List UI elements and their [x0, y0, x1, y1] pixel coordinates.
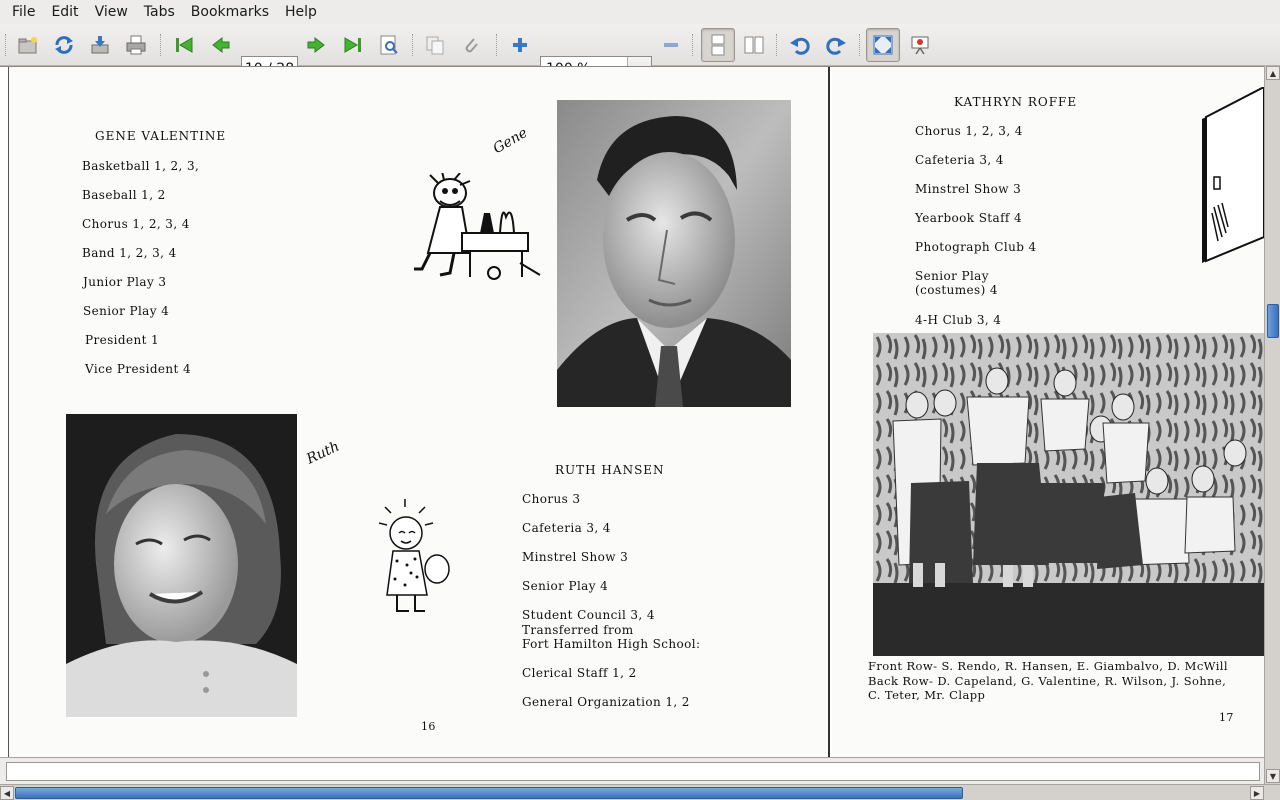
activity-line: Vice President 4: [85, 362, 192, 376]
menu-tabs[interactable]: Tabs: [143, 4, 175, 20]
activity-line: Fort Hamilton High School:: [522, 637, 701, 651]
activity-line: Minstrel Show 3: [915, 182, 1022, 196]
menu-edit[interactable]: Edit: [51, 4, 79, 20]
cartoon-scientist-illustration: [410, 173, 545, 285]
student-name-gene: GENE VALENTINE: [95, 129, 227, 143]
activity-line: Cafeteria 3, 4: [522, 521, 611, 535]
activity-line: Senior Play 4: [522, 579, 609, 593]
page-number-left: 16: [421, 720, 436, 733]
previous-page-icon[interactable]: [207, 31, 235, 59]
activity-line: 4-H Club 3, 4: [915, 313, 1002, 327]
activity-line: Transferred from: [522, 623, 634, 637]
activity-line: General Organization 1, 2: [522, 695, 690, 709]
toolbar-separator: [5, 34, 7, 56]
activity-line: Clerical Staff 1, 2: [522, 666, 637, 680]
activity-line: Baseball 1, 2: [82, 188, 166, 202]
activity-line: Yearbook Staff 4: [915, 211, 1023, 225]
activity-line: Cafeteria 3, 4: [915, 153, 1004, 167]
scroll-right-icon[interactable]: ▶: [1250, 786, 1264, 800]
horizontal-scrollbar-thumb[interactable]: [15, 787, 963, 799]
toolbar: [0, 24, 1280, 66]
last-page-icon[interactable]: [339, 31, 367, 59]
menubar: [0, 0, 1280, 24]
page-number-right: 17: [1219, 711, 1234, 724]
vertical-scrollbar[interactable]: [1264, 66, 1280, 784]
scroll-left-icon[interactable]: ◀: [0, 786, 14, 800]
attachment-icon[interactable]: [457, 31, 485, 59]
vertical-scrollbar-thumb[interactable]: [1267, 304, 1279, 338]
dual-page-icon[interactable]: [740, 31, 768, 59]
reload-icon[interactable]: [50, 31, 78, 59]
find-icon[interactable]: [375, 31, 403, 59]
menu-bookmarks[interactable]: Bookmarks: [190, 4, 270, 20]
rotate-right-icon[interactable]: [822, 31, 850, 59]
menu-file[interactable]: File: [12, 4, 36, 20]
toolbar-separator: [160, 34, 162, 56]
toolbar-separator: [859, 34, 861, 56]
activity-line: Photograph Club 4: [915, 240, 1037, 254]
copy-icon[interactable]: [421, 31, 449, 59]
photo-caption-line: Back Row- D. Capeland, G. Valentine, R. Wilson, J. Sohne,: [868, 674, 1227, 688]
activity-line: Senior Play: [915, 269, 989, 283]
activity-line: President 1: [85, 333, 160, 347]
activity-line: Student Council 3, 4: [522, 608, 655, 622]
activity-line: Junior Play 3: [83, 275, 167, 289]
menu-help[interactable]: Help: [285, 4, 317, 20]
zoom-in-icon[interactable]: [506, 31, 534, 59]
scroll-up-icon[interactable]: ▲: [1266, 66, 1280, 80]
first-page-icon[interactable]: [170, 31, 198, 59]
student-name-kathryn: KATHRYN ROFFE: [954, 95, 1078, 109]
cartoon-girl-illustration: [375, 499, 455, 619]
activity-line: Minstrel Show 3: [522, 550, 629, 564]
find-input[interactable]: [6, 762, 1260, 781]
zoom-out-icon[interactable]: [657, 31, 685, 59]
student-name-ruth: RUTH HANSEN: [555, 463, 665, 477]
menu-view[interactable]: View: [94, 4, 128, 20]
save-icon[interactable]: [86, 31, 114, 59]
activity-line: Basketball 1, 2, 3,: [82, 159, 200, 173]
continuous-mode-icon[interactable]: [701, 28, 735, 62]
activity-line: (costumes) 4: [915, 283, 998, 297]
scroll-down-icon[interactable]: ▼: [1266, 769, 1280, 783]
activity-line: Chorus 1, 2, 3, 4: [915, 124, 1023, 138]
toolbar-separator: [496, 34, 498, 56]
signature-ruth: Ruth: [304, 438, 342, 468]
document-view[interactable]: [0, 66, 1264, 757]
door-illustration: [1200, 87, 1264, 263]
photo-ruth-hansen: [66, 414, 297, 717]
signature-gene: Gene: [490, 124, 531, 158]
toolbar-separator: [412, 34, 414, 56]
activity-line: Band 1, 2, 3, 4: [82, 246, 177, 260]
next-page-icon[interactable]: [302, 31, 330, 59]
photo-caption-line: Front Row- S. Rendo, R. Hansen, E. Giambalvo, D. McWill: [868, 659, 1228, 673]
toolbar-separator: [692, 34, 694, 56]
toolbar-separator: [776, 34, 778, 56]
horizontal-scrollbar[interactable]: [0, 784, 1280, 800]
photo-gene-valentine: [557, 100, 791, 407]
rotate-left-icon[interactable]: [786, 31, 814, 59]
print-icon[interactable]: [122, 31, 150, 59]
photo-caption-line: C. Teter, Mr. Clapp: [868, 688, 986, 702]
photo-senior-class-group: [873, 333, 1264, 656]
open-file-icon[interactable]: [14, 31, 42, 59]
presentation-icon[interactable]: [906, 31, 934, 59]
activity-line: Chorus 3: [522, 492, 581, 506]
find-bar: [0, 757, 1264, 784]
activity-line: Chorus 1, 2, 3, 4: [82, 217, 190, 231]
activity-line: Senior Play 4: [83, 304, 170, 318]
fullscreen-icon[interactable]: [866, 28, 900, 62]
